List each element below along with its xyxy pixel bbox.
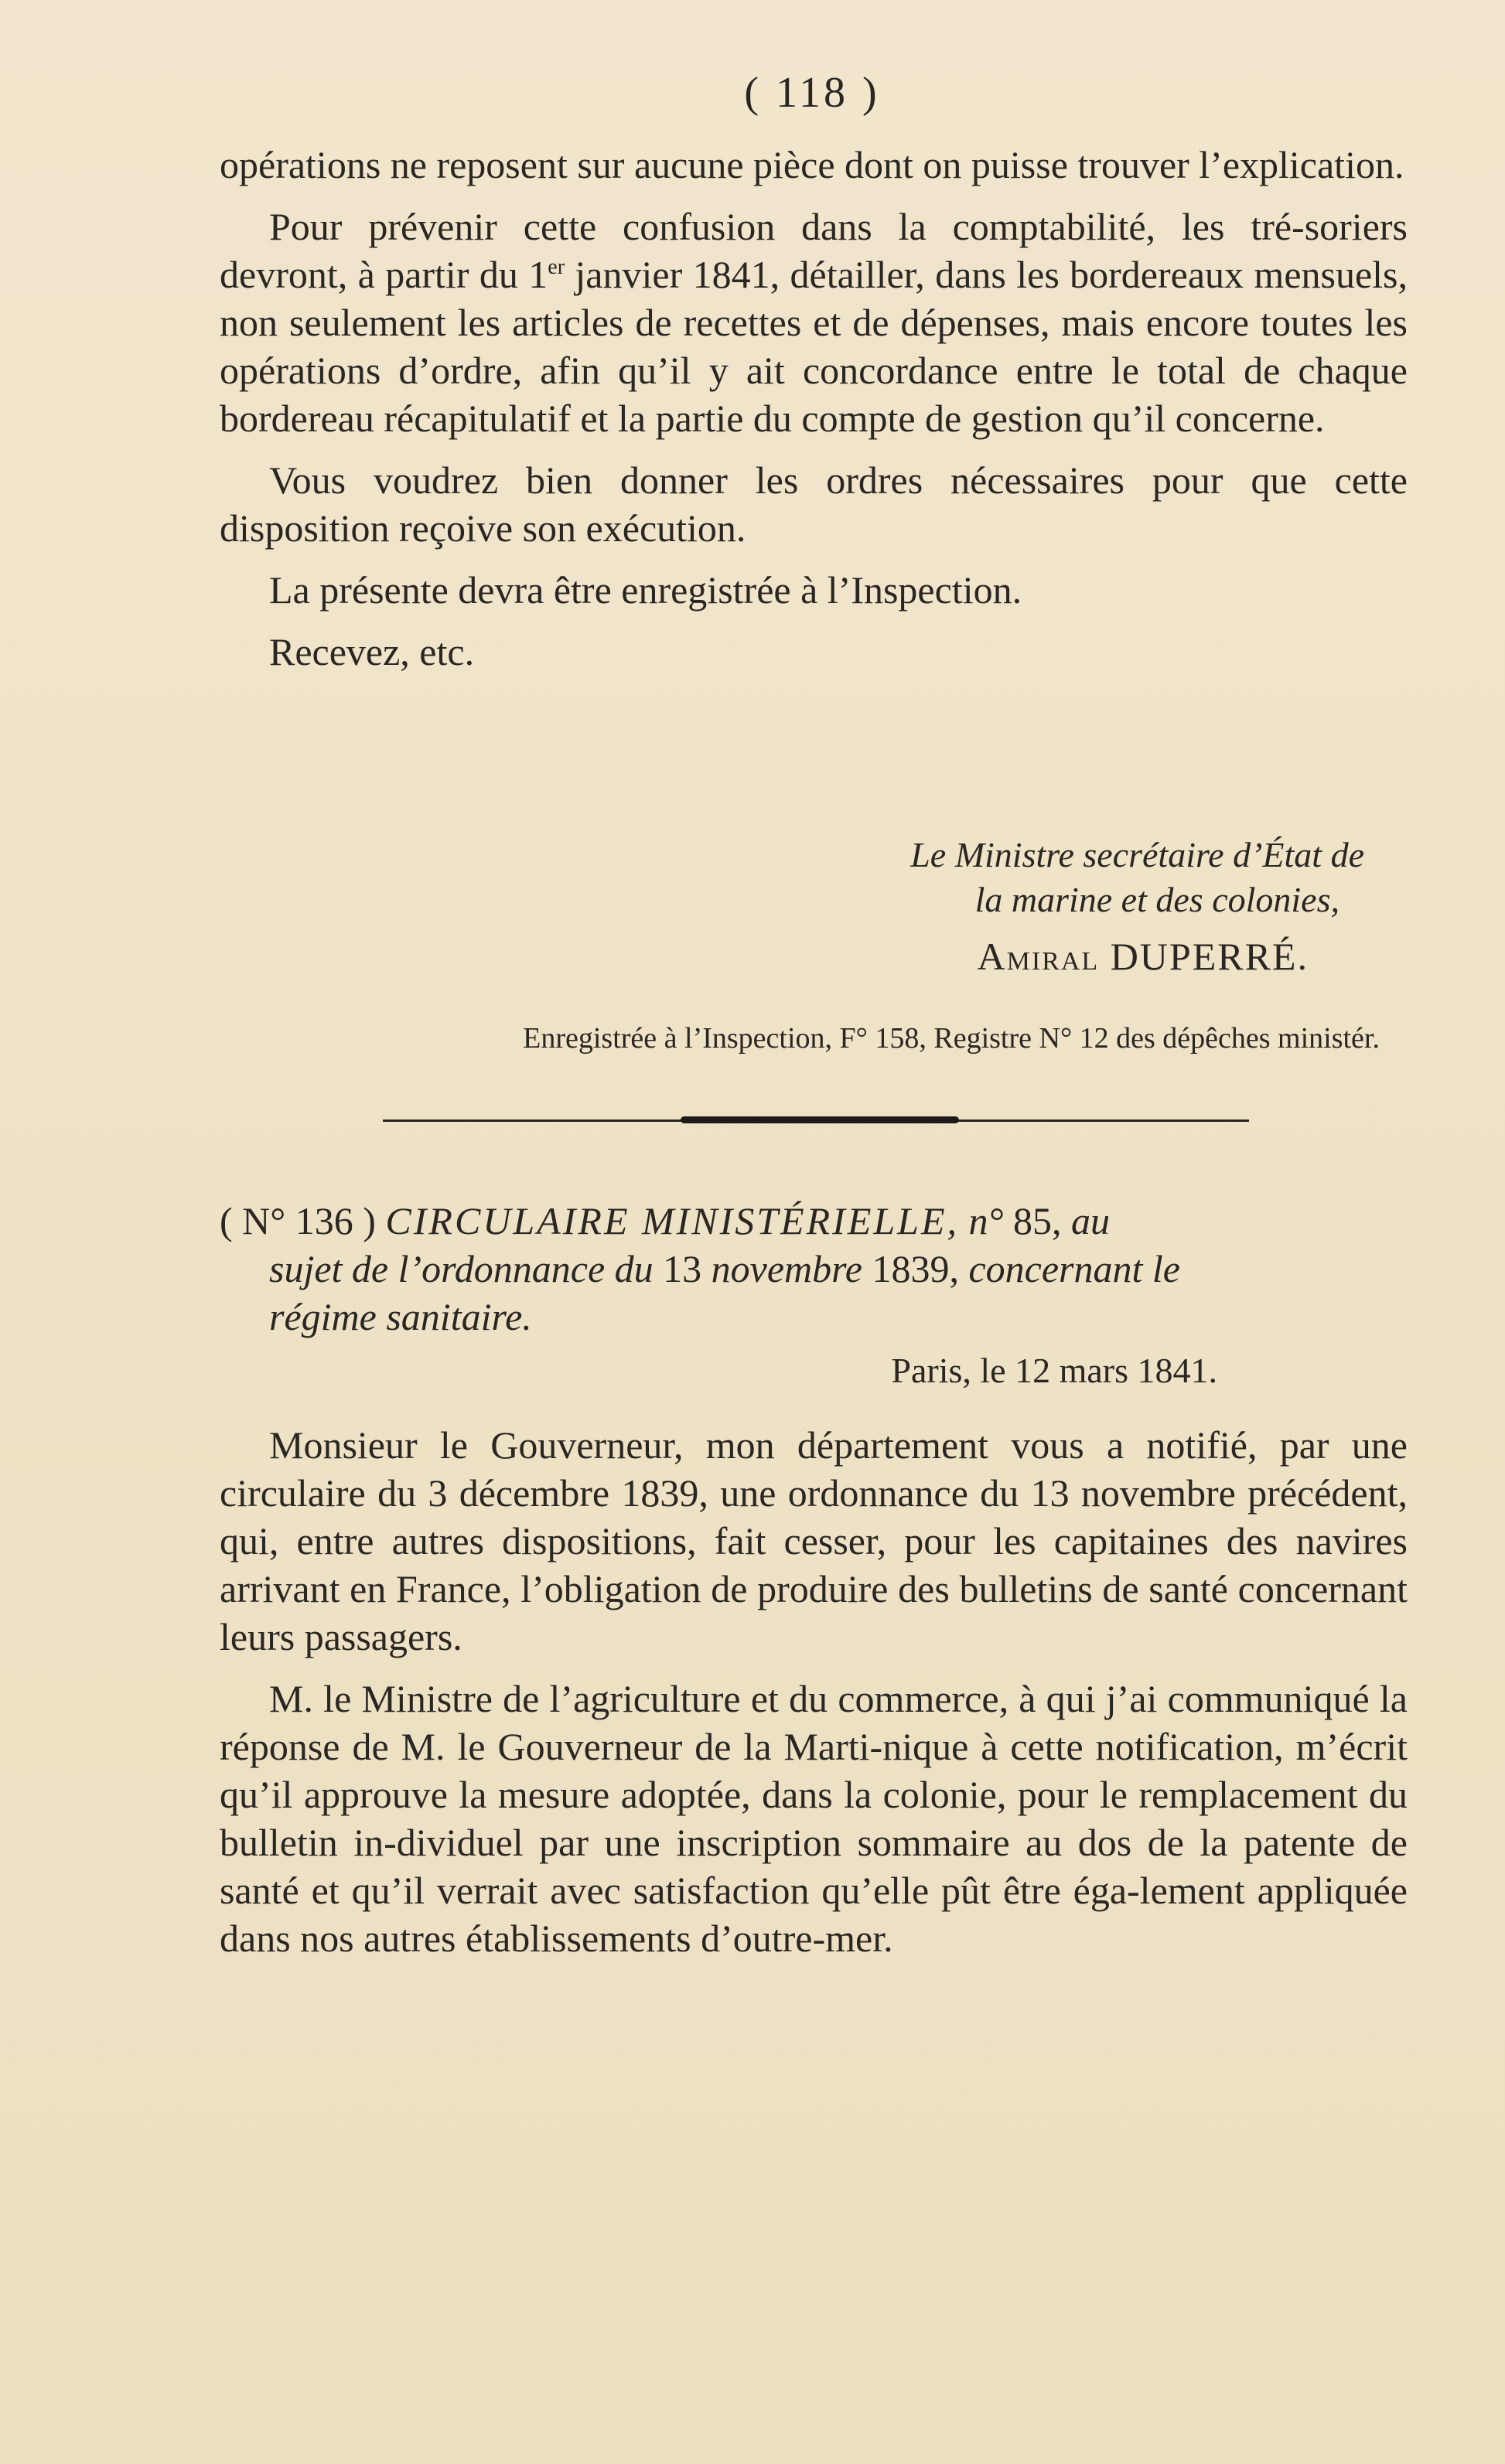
section2-body <box>220 1421 1408 1962</box>
subject-month: novembre <box>711 1247 862 1290</box>
circular-number: ( N° 136 ) <box>220 1199 376 1242</box>
paragraph-approval: M. le Ministre de l’agriculture et du commerce, à qui j’ai communiqué la réponse de M. le Gouverneur de la Marti-nique à cette notification, m’écrit qu’il approuve la mesure adoptée, dans la colonie, pour le remplacement du bulletin in-dividuel par une inscription sommaire au dos de la patente de santé et qu’il verrait avec satisfaction qu’elle pût être éga-lement appliquée dans nos autres établissements d’outre-mer. <box>220 1677 1408 1960</box>
paragraph-treasurers <box>220 203 1408 442</box>
paragraph-treasurers-part1: Pour prévenir cette confusion dans la comptabilité, les tré-soriers devront, à partir du 1 <box>220 205 1408 296</box>
signature-line-1: Le Ministre secrétaire d’État de <box>910 835 1364 874</box>
signature-surname: DUPERRÉ. <box>1110 935 1309 978</box>
circular-n-label: n° <box>968 1199 1004 1242</box>
circular-n-value: 85, <box>1013 1199 1062 1242</box>
circular-subject-start: au <box>1071 1199 1111 1242</box>
circular-heading <box>220 1197 1408 1341</box>
circular-title: CIRCULAIRE MINISTÉRIELLE, <box>385 1199 960 1242</box>
signature-name-title: MIRAL <box>1006 947 1100 976</box>
superscript-er: er <box>548 255 565 279</box>
circular-subject-line3: régime sanitaire. <box>269 1295 532 1338</box>
section1-body <box>220 141 1408 676</box>
registry-note: Enregistrée à l’Inspection, F° 158, Registre N° 12 des dépêches ministér. <box>523 1022 1380 1055</box>
page-number: ( 118 ) <box>744 69 880 117</box>
paragraph-treasurers-part2: janvier 1841, détailler, dans les bordereaux mensuels, non seulement les articles de recettes et de dépenses, mais encore toutes les opérations d’ordre, afin qu’il y ait concordance entre le total de chaque bordereau récapitulatif et la partie du compte de gestion qu’il concerne. <box>220 253 1408 440</box>
signature-line-2: la marine et des colonies, <box>974 880 1339 919</box>
paragraph-closing: Recevez, etc. <box>269 630 475 673</box>
signature-name-initial: A <box>977 935 1007 978</box>
subject-date: 13 <box>663 1247 702 1290</box>
circular-subject-line2 <box>220 1245 1408 1293</box>
section-divider-ornament <box>681 1116 959 1123</box>
subject-text-a: sujet de l’ordonnance du <box>269 1247 654 1290</box>
paragraph-registration: La présente devra être enregistrée à l’Inspection. <box>269 568 1022 612</box>
paragraph-orders: Vous voudrez bien donner les ordres nécessaires pour que cette disposition reçoive son exécution. <box>220 458 1408 550</box>
paragraph-notification: Monsieur le Gouverneur, mon département vous a notifié, par une circulaire du 3 décembre 1839, une ordonnance du 13 novembre précédent, qui, entre autres dispositions, fait cesser, pour les capitaines des navires arrivant en France, l’obligation de produire des bulletins de santé concernant leurs passagers. <box>220 1423 1408 1658</box>
paragraph-continuation: opérations ne reposent sur aucune pièce dont on puisse trouver l’explication. <box>220 143 1404 186</box>
date-line: Paris, le 12 mars 1841. <box>891 1351 1217 1390</box>
subject-year: 1839, <box>872 1247 959 1290</box>
signature-name <box>220 934 1309 979</box>
subject-text-b: concernant le <box>968 1247 1180 1290</box>
